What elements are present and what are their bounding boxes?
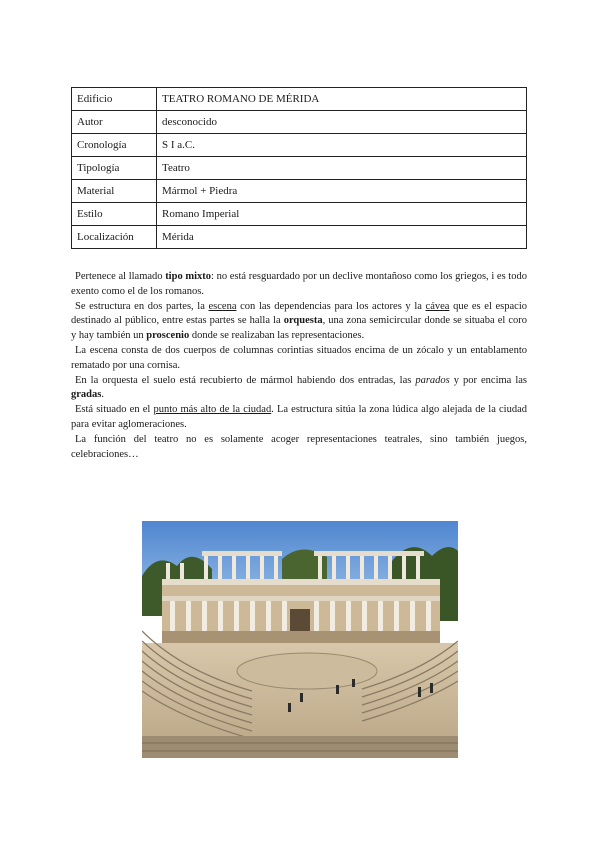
bold-term: proscenio	[146, 330, 190, 342]
theatre-photo	[142, 521, 458, 758]
row-label: Estilo	[72, 203, 157, 226]
row-value: S I a.C.	[157, 134, 527, 157]
stage-podium	[162, 631, 440, 643]
info-table	[71, 87, 527, 249]
orchestra-floor	[237, 653, 377, 689]
theatre-illustration	[142, 521, 458, 758]
table-row	[72, 203, 527, 226]
text-run: Pertenece al llamado	[75, 271, 166, 282]
row-value: Teatro	[157, 157, 527, 180]
row-label: Localización	[72, 226, 157, 249]
paragraph-estructura	[71, 300, 527, 344]
bold-term: tipo mixto	[165, 271, 212, 282]
row-label: Cronología	[72, 134, 157, 157]
table-row	[72, 134, 527, 157]
text-run: .	[101, 389, 104, 401]
text-run: : no está resguardado por un declive montañoso como los griegos, i es todo exento como el de los romanos.	[71, 271, 527, 297]
italic-term: parados	[415, 374, 450, 386]
text-run: con las dependencias para los actores y la	[236, 300, 426, 312]
text-run: y por encima las	[449, 374, 527, 386]
top-cornice-right	[314, 551, 424, 556]
text-run: Está situado en el	[75, 404, 154, 416]
underlined-term: punto más alto de la ciudad	[153, 404, 272, 416]
table-row	[72, 88, 527, 111]
row-value: desconocido	[157, 111, 527, 134]
paragraph-funcion	[71, 433, 527, 463]
underlined-term: escena	[208, 300, 237, 312]
underlined-term: cávea	[425, 300, 450, 312]
row-value: Mérida	[157, 226, 527, 249]
text-run: . La estructura sitúa la zona lúdica algo alejada de la ciudad para evitar aglomeraciones.	[71, 404, 527, 430]
row-label: Edificio	[72, 88, 157, 111]
foreground-seats	[142, 736, 458, 758]
row-value: Mármol + Piedra	[157, 180, 527, 203]
text-run: En la orquesta el suelo está recubierto de mármol habiendo dos entradas, las	[75, 374, 416, 386]
row-value: TEATRO ROMANO DE MÉRIDA	[157, 88, 527, 111]
table-row	[72, 111, 527, 134]
top-cornice-left	[202, 551, 282, 556]
row-label: Material	[72, 180, 157, 203]
table-row	[72, 157, 527, 180]
stage-door	[290, 609, 310, 633]
row-value: Romano Imperial	[157, 203, 527, 226]
table-row	[72, 180, 527, 203]
text-run: La escena consta de dos cuerpos de columnas corintias situados encima de un zócalo y un entablamento rematado por una cornisa.	[71, 344, 527, 371]
upper-entablature	[162, 579, 440, 585]
paragraph-orquesta	[71, 374, 527, 404]
paragraph-tipo-mixto	[71, 270, 527, 300]
paragraph-situacion	[71, 403, 527, 433]
row-label: Autor	[72, 111, 157, 134]
bold-term: gradas	[71, 389, 102, 401]
lower-entablature	[162, 596, 440, 601]
table-row	[72, 226, 527, 249]
bold-term: orquesta	[283, 315, 323, 327]
text-run: La función del teatro no es solamente acoger representaciones teatrales, sino también juegos, celebraciones…	[71, 433, 527, 460]
text-run: donde se realizaban las representaciones.	[189, 330, 365, 342]
paragraph-escena	[71, 344, 527, 374]
row-label: Tipología	[72, 157, 157, 180]
text-run: , una zona semicircular donde se situaba el coro y hay también un	[71, 315, 527, 342]
body-text	[71, 270, 527, 462]
text-run: Se estructura en dos partes, la	[75, 300, 209, 312]
text-run: que es el espacio destinado al público, entre estas partes se halla la	[71, 300, 527, 327]
